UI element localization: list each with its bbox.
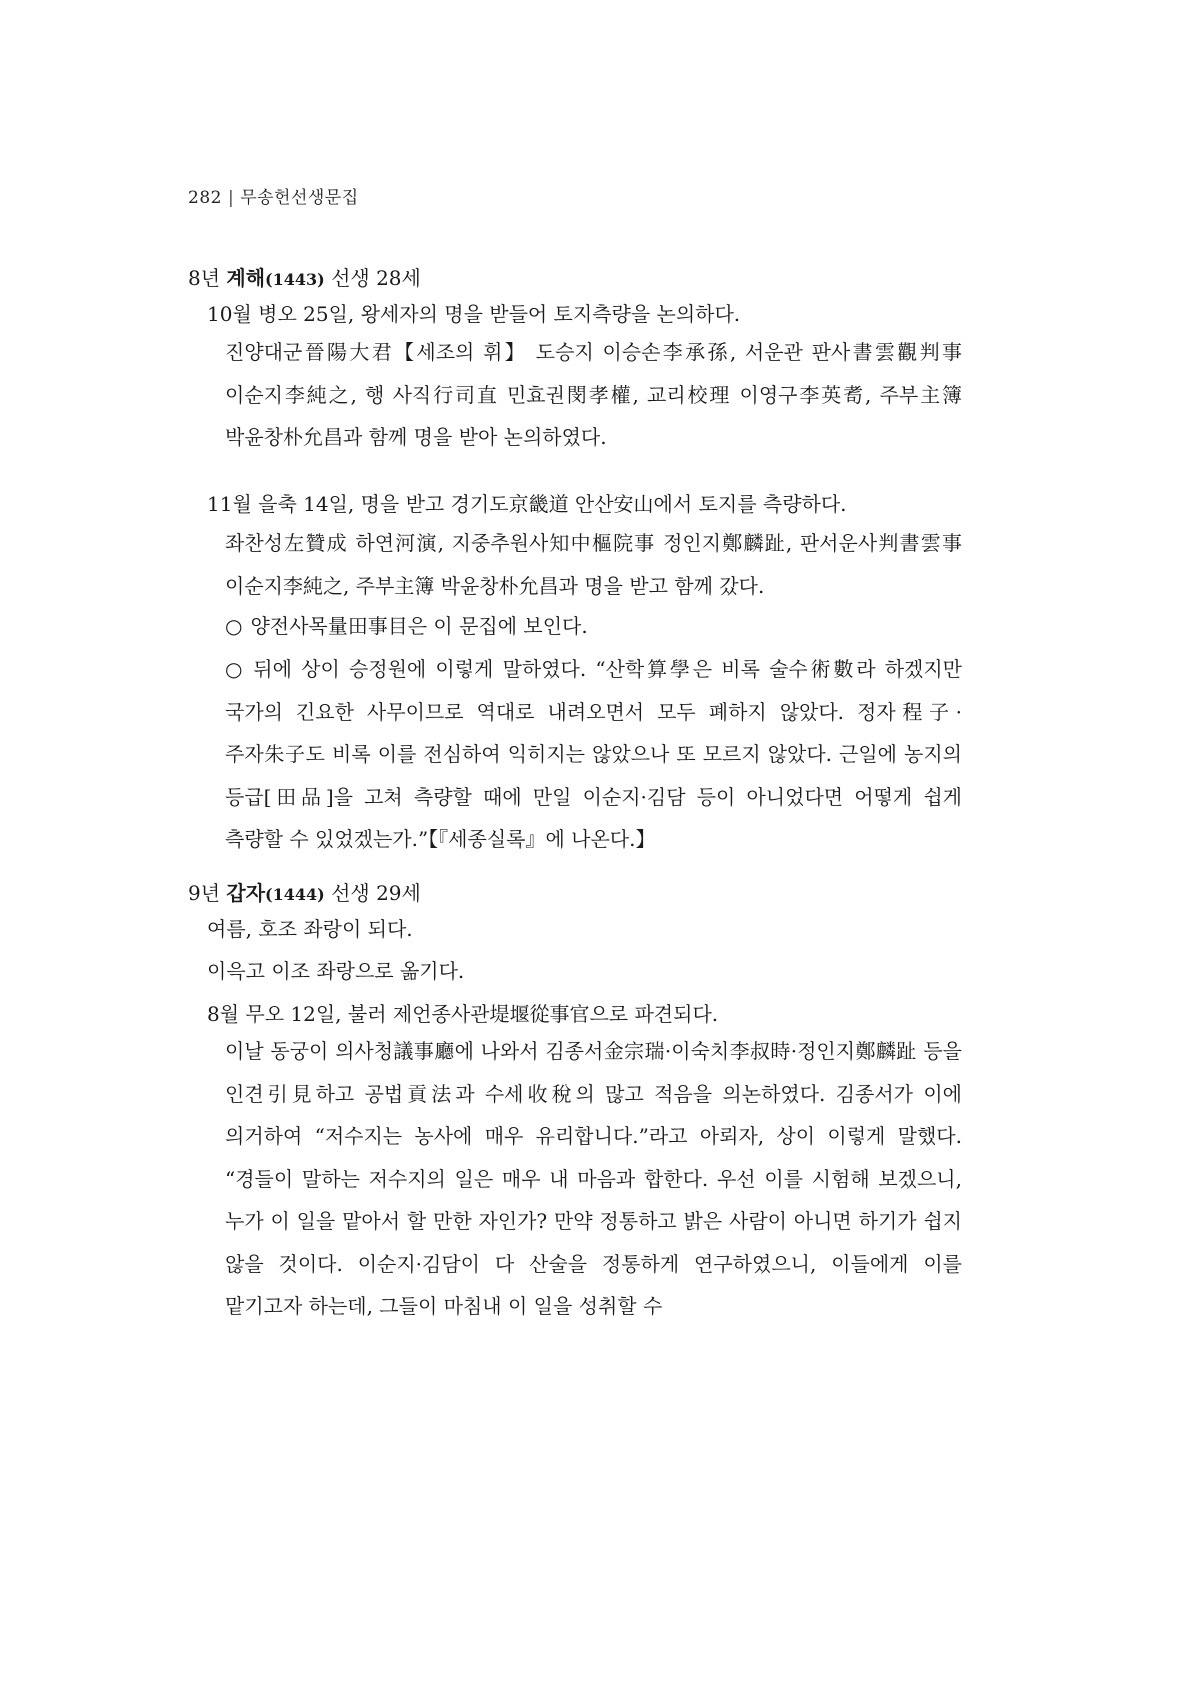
- year-heading-1444: [188, 877, 421, 906]
- year-heading-1443: [188, 262, 421, 291]
- note-text: 양전사목量田事目은 이 문집에 보인다.: [250, 614, 588, 638]
- header-separator: |: [227, 188, 235, 208]
- heading-prefix: 8년: [188, 266, 221, 290]
- heading-ganji: 갑자: [226, 881, 266, 905]
- circle-bullet-icon: ○: [225, 614, 243, 638]
- heading-year: (1443): [265, 270, 325, 289]
- entry-body: 이날 동궁이 의사청議事廳에 나와서 김종서金宗瑞·이숙치李叔時·정인지鄭麟趾 등을 인견引見하고 공법貢法과 수세收稅의 많고 적음을 의논하였다. 김종서가 이에 의거하여 “저수지는 농사에 매우 유리합니다.”라고 아뢰자, 상이 이렇게 말했다. “경들이 말하는 저수지의 일은 매우 내 마음과 합한다. 우선 이를 시험해 보겠으니, 누가 이 일을 맡아서 할 만한 자인가? 만약 정통하고 밝은 사람이 아니면 하기가 쉽지 않을 것이다. 이순지·김담이 다 산술을 정통하게 연구하였으니, 이들에게 이를 맡기고자 하는데, 그들이 마침내 이 일을 성취할 수: [225, 1039, 962, 1318]
- circle-bullet-icon: ○: [225, 657, 246, 681]
- note: [225, 648, 962, 861]
- heading-suffix: 선생 28세: [331, 266, 421, 290]
- entry-title: 8월 무오 12일, 불러 제언종사관堤堰從事官으로 파견되다.: [207, 1002, 719, 1026]
- entry-title: 11월 을축 14일, 명을 받고 경기도京畿道 안산安山에서 토지를 측량하다.: [207, 492, 847, 516]
- book-title: 무송헌선생문집: [240, 188, 359, 208]
- entry-body: 좌찬성左贊成 하연河演, 지중추원사知中樞院事 정인지鄭麟趾, 판서운사判書雲事 이순지李純之, 주부主簿 박윤창朴允昌과 명을 받고 함께 갔다.: [225, 531, 962, 598]
- heading-ganji: 계해: [226, 266, 266, 290]
- heading-prefix: 9년: [188, 881, 221, 905]
- heading-suffix: 선생 29세: [331, 881, 421, 905]
- entry-title: 여름, 호조 좌랑이 되다.: [207, 917, 413, 941]
- note: [225, 605, 962, 648]
- page-number: 282: [188, 188, 222, 208]
- note-text: 뒤에 상이 승정원에 이렇게 말하였다. “산학算學은 비록 술수術數라 하겠지만 국가의 긴요한 사무이므로 역대로 내려오면서 모두 폐하지 않았다. 정자程子·주자朱子도 비록 이를 전심하여 익히지는 않았으나 또 모르지 않았다. 근일에 농지의 등급[田品]을 고쳐 측량할 때에 만일 이순지·김담 등이 아니었다면 어떻게 쉽게 측량할 수 있었겠는가.”【『세종실록』에 나온다.】: [225, 657, 963, 851]
- entry-title: 이윽고 이조 좌랑으로 옮기다.: [207, 959, 465, 983]
- heading-year: (1444): [265, 885, 325, 904]
- running-head: [188, 183, 359, 208]
- entry-title: 10월 병오 25일, 왕세자의 명을 받들어 토지측량을 논의하다.: [207, 302, 741, 326]
- entry-body: 진양대군晉陽大君【세조의 휘】 도승지 이승손李承孫, 서운관 판사書雲觀判事 이순지李純之, 행 사직行司直 민효권閔孝權, 교리校理 이영구李英耉, 주부主簿 박윤창朴允昌과 함께 명을 받아 논의하였다.: [225, 340, 962, 449]
